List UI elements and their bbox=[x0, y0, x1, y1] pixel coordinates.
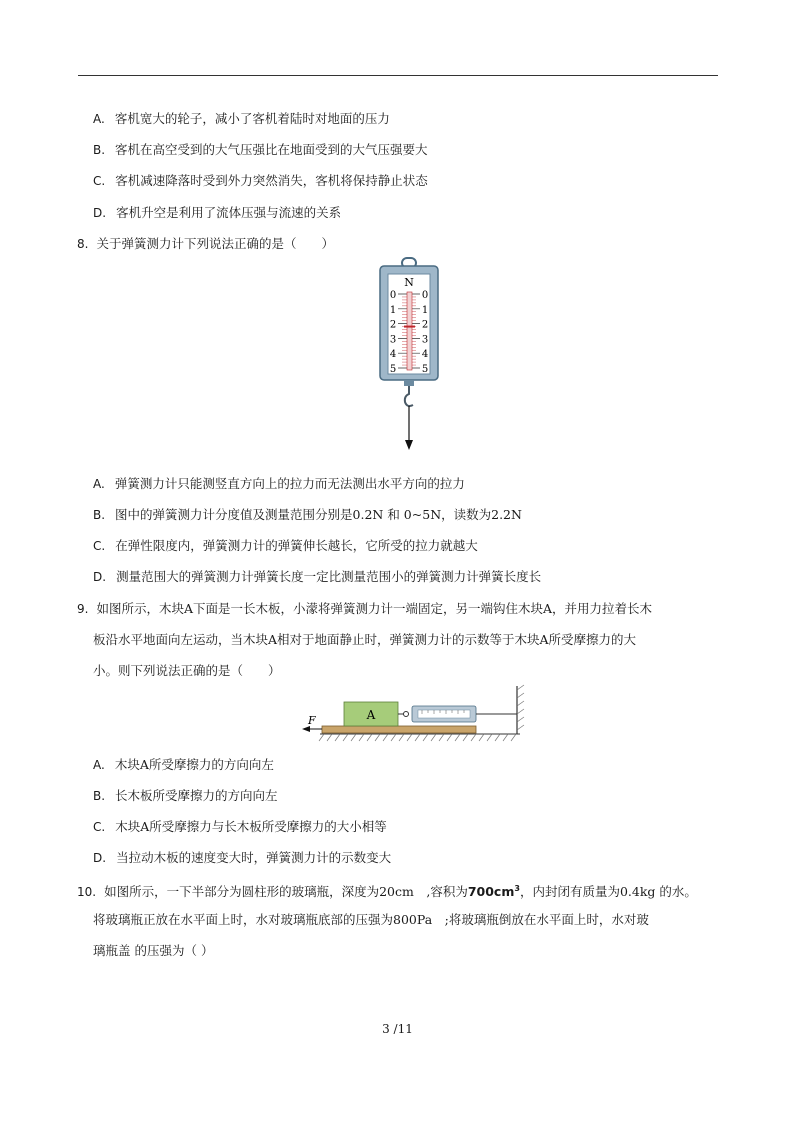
q8-option-b: B. 图中的弹簧测力计分度值及测量范围分别是0.2N 和 0~5N，读数为2.2N bbox=[93, 507, 522, 522]
header-rule bbox=[78, 75, 718, 76]
scale-tick-label-left: 2 bbox=[389, 319, 397, 331]
scale-tick-label-right: 1 bbox=[421, 304, 429, 316]
scale-unit-label: N bbox=[404, 276, 414, 289]
scale-tick-label-right: 0 bbox=[421, 290, 429, 301]
q7-option-c: C. 客机减速降落时受到外力突然消失，客机将保持静止状态 bbox=[93, 173, 428, 188]
scale-pointer bbox=[404, 326, 415, 328]
scale-tick-label-right: 4 bbox=[421, 349, 429, 361]
long-board bbox=[322, 726, 476, 733]
q9-stem-line-3: 小。则下列说法正确的是（ ） bbox=[93, 663, 281, 678]
q8-option-a: A. 弹簧测力计只能测竖直方向上的拉力而无法测出水平方向的拉力 bbox=[93, 476, 465, 491]
scale-tick-label-left: 0 bbox=[389, 290, 397, 301]
q8-stem: 8. 关于弹簧测力计下列说法正确的是（ ） bbox=[77, 236, 334, 251]
q7-option-a: A. 客机宽大的轮子，减小了客机着陆时对地面的压力 bbox=[93, 111, 390, 126]
spring-scale-figure bbox=[360, 256, 460, 456]
page-number: 3 /11 bbox=[382, 1022, 413, 1036]
q8-option-d: D. 测量范围大的弹簧测力计弹簧长度一定比测量范围小的弹簧测力计弹簧长度长 bbox=[93, 569, 542, 584]
scale-tick-label-left: 1 bbox=[389, 304, 397, 316]
scale-tick-label-right: 5 bbox=[421, 364, 429, 375]
q8-option-c: C. 在弹性限度内，弹簧测力计的弹簧伸长越长，它所受的拉力就越大 bbox=[93, 538, 478, 553]
q10-stem-line-2: 将玻璃瓶正放在水平面上时，水对玻璃瓶底部的压强为800Pa ;将玻璃瓶倒放在水平面上时，水对玻 bbox=[93, 912, 649, 927]
q9-option-c: C. 木块A所受摩擦力与长木板所受摩擦力的大小相等 bbox=[93, 819, 387, 834]
q9-option-a: A. 木块A所受摩擦力的方向向左 bbox=[93, 757, 274, 772]
q10-stem-line-1: 10. 如图所示，一下半部分为圆柱形的玻璃瓶，深度为20cm ,容积为$700cm^3$，内封闭有质量为0.4kg 的水。 bbox=[77, 884, 697, 900]
q9-stem-line-1: 9. 如图所示，木块A下面是一长木板，小濛将弹簧测力计一端固定，另一端钩住木块A，并用力拉着长木 bbox=[77, 601, 653, 616]
q9-option-b: B. 长木板所受摩擦力的方向向左 bbox=[93, 788, 278, 803]
q7-option-b: B. 客机在高空受到的大气压强比在地面受到的大气压强要大 bbox=[93, 142, 428, 157]
q10-stem-line-3: 璃瓶盖 的压强为（ ） bbox=[93, 943, 214, 958]
q9-stem-line-2: 板沿水平地面向左运动，当木块A相对于地面静止时，弹簧测力计的示数等于木块A所受摩擦力的大 bbox=[93, 632, 637, 647]
q7-option-d: D. 客机升空是利用了流体压强与流速的关系 bbox=[93, 205, 342, 220]
scale-tick-label-left: 4 bbox=[389, 349, 397, 361]
scale-tick-label-left: 3 bbox=[389, 334, 397, 346]
scale-tick-label-right: 3 bbox=[421, 334, 429, 346]
friction-setup-figure bbox=[300, 684, 530, 746]
force-label: F bbox=[308, 714, 316, 727]
block-a-label: A bbox=[366, 708, 376, 722]
scale-tick-label-right: 2 bbox=[421, 319, 429, 331]
q9-option-d: D. 当拉动木板的速度变大时，弹簧测力计的示数变大 bbox=[93, 850, 392, 865]
scale-tick-label-left: 5 bbox=[389, 364, 397, 375]
